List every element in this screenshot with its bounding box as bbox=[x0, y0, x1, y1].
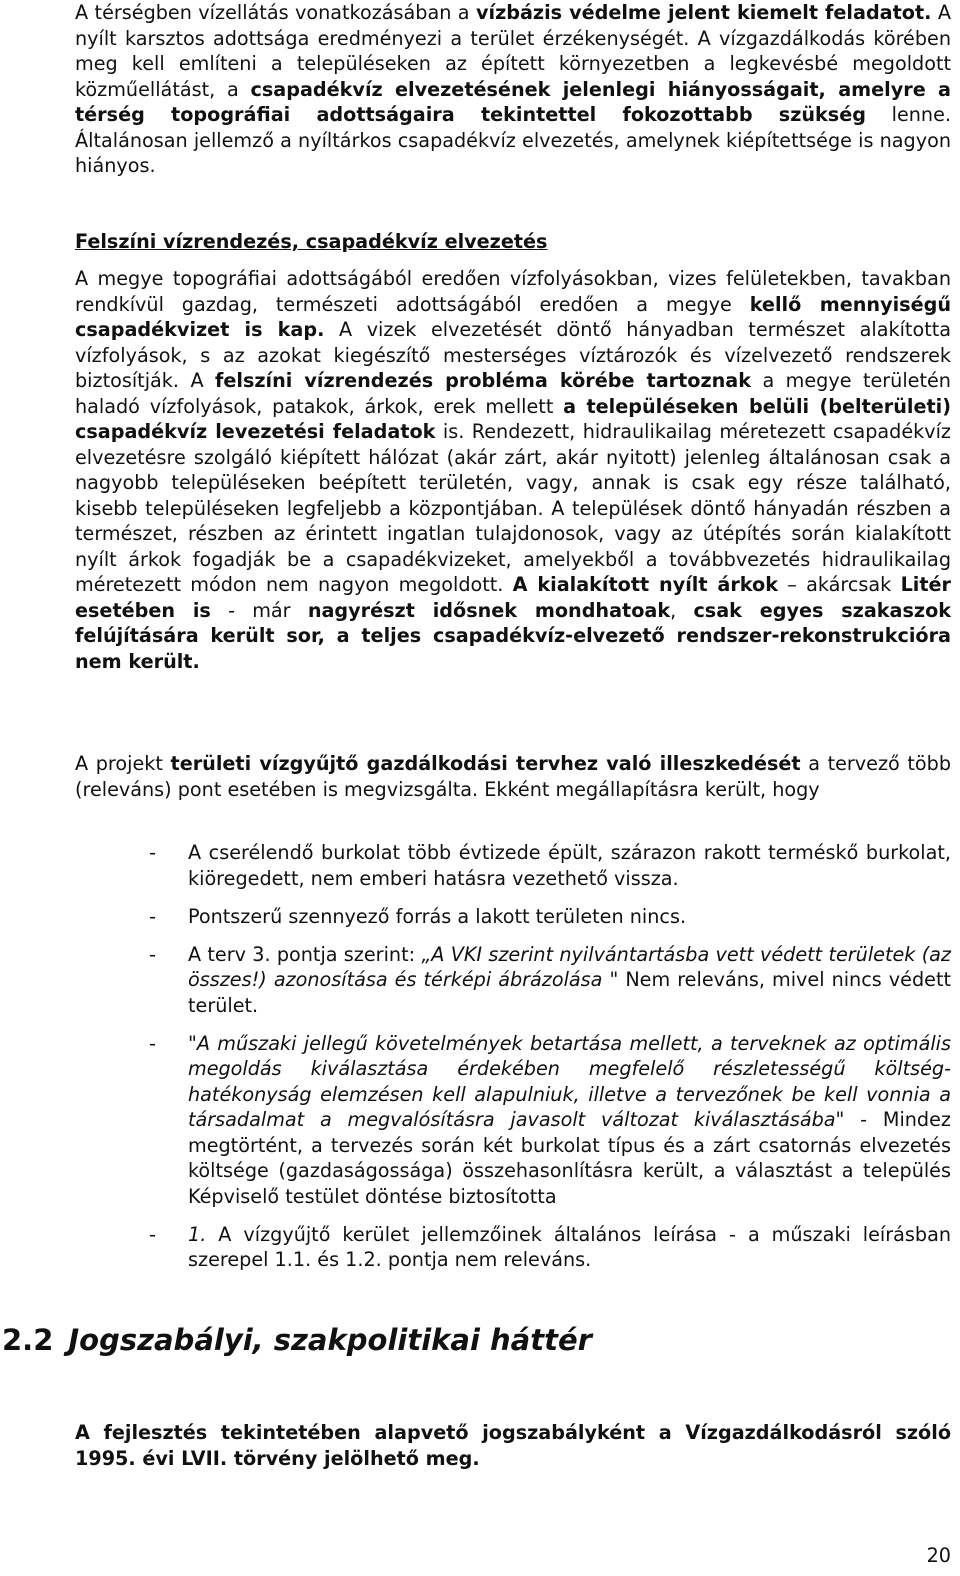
list-item bbox=[75, 904, 951, 930]
intro-bold-1: vízbázis védelme jelent kiemelt feladatot. bbox=[475, 1, 932, 24]
surface-text-1: A megye topográfiai adottságából eredően vízfolyásokban, vizes felületekben, tavakban rendkívül gazdag, természeti adottságából eredően a megye bbox=[75, 267, 951, 316]
intro-text-1: A térségben vízellátás vonatkozásában a bbox=[75, 1, 476, 24]
project-text-1: A projekt bbox=[75, 752, 171, 775]
list-item-number: 1. bbox=[188, 1222, 207, 1246]
surface-text-6: - már bbox=[210, 598, 308, 622]
surface-water-paragraph bbox=[75, 266, 951, 674]
list-item-quote: „A VKI szerint nyilvántartásba vett védett területek (az összes!) azonosítása és térképi ábrázolása " bbox=[188, 942, 952, 991]
list-item bbox=[75, 1222, 951, 1273]
surface-water-heading: Felszíni vízrendezés, csapadékvíz elvezetés bbox=[75, 230, 548, 253]
list-item-text: - Mindez megtörtént, a tervezés során két burkolat típus és a zárt csatornás elvezetés költsége (gazdaságossága) összehasonlításra került, a választást a település Képviselő testület döntése biztosította bbox=[188, 1108, 951, 1208]
list-item bbox=[75, 1031, 951, 1210]
surface-text-7: , bbox=[670, 598, 694, 622]
intro-text-2: A nyílt karsztos adottsága eredményezi a terület érzékenységét. A vízgazdálkodás körében meg kell említeni a településeken az épített környezetben a legkevésbé megoldott közműellátást, a bbox=[75, 1, 951, 101]
surface-text-5: – akárcsak bbox=[778, 573, 901, 596]
assessment-list bbox=[75, 840, 951, 1285]
surface-bold-3: a településeken belüli (belterületi) csapadékvíz levezetési feladatok bbox=[75, 394, 951, 443]
section-heading bbox=[2, 1322, 592, 1358]
section-title: Jogszabályi, szakpolitikai háttér bbox=[68, 1323, 592, 1357]
project-bold-1: területi vízgyűjtő gazdálkodási tervhez való illeszkedését bbox=[170, 752, 801, 775]
list-dash: - bbox=[149, 1031, 156, 1055]
surface-bold-7: csak egyes szakaszok felújítására került sor, a teljes csapadékvíz-elvezető rendszer-rekonstrukcióra nem került. bbox=[75, 598, 952, 673]
intro-bold-2: csapadékvíz elvezetésének jelenlegi hiányosságait, amelyre a térség topográfiai adottságaira tekintettel fokozottabb szükség bbox=[75, 77, 951, 126]
intro-paragraph bbox=[75, 0, 951, 179]
list-item bbox=[75, 840, 951, 891]
surface-bold-2: felszíni vízrendezés probléma körébe tartoznak bbox=[215, 369, 752, 392]
surface-text-4: is. Rendezett, hidraulikailag méretezett csapadékvíz elvezetésre szolgáló kiépített hálózat (akár zárt, akár nyitott) jelenleg általánosan csak a nagyobb településeken beépített területén, vagy, annak is csak egy része található, kisebb településeken legfeljebb a központjában. A települések döntő hányadán részben a természet, részben az érintett ingatlan tulajdonosok, vagy az útépítés során kialakított nyílt árkok fogadják be a csapadékvizeket, amelyekből a továbbvezetés hidraulikailag méretezett módon nem nagyon megoldott. bbox=[75, 420, 951, 596]
list-item-text: A terv 3. pontja szerint: bbox=[188, 942, 422, 966]
project-text-2: a tervező több (releváns) pont esetében is megvizsgálta. Ekként megállapításra került, hogy bbox=[75, 752, 951, 801]
surface-bold-1: kellő mennyiségű csapadékvizet is kap. bbox=[75, 292, 951, 341]
list-item-text: Nem releváns, mivel nincs védett terület. bbox=[188, 968, 951, 1017]
list-item-text: Pontszerű szennyező forrás a lakott területen nincs. bbox=[188, 904, 687, 928]
section-number: 2.2 bbox=[2, 1323, 54, 1357]
surface-bold-6: nagyrészt idősnek mondhatoak bbox=[307, 598, 671, 622]
list-item bbox=[75, 942, 951, 1019]
project-paragraph bbox=[75, 751, 951, 802]
page-number: 20 bbox=[926, 1544, 951, 1567]
legal-basis-paragraph: A fejlesztés tekintetében alapvető jogszabályként a Vízgazdálkodásról szóló 1995. évi LVII. törvény jelölhető meg. bbox=[75, 1421, 951, 1470]
list-dash: - bbox=[149, 904, 156, 928]
intro-text-3: lenne. Általánosan jellemző a nyíltárkos csapadékvíz elvezetés, amelynek kiépítettsége is nagyon hiányos. bbox=[75, 103, 951, 177]
list-dash: - bbox=[149, 841, 156, 864]
surface-text-2: A vizek elvezetését döntő hányadban természet alakította vízfolyások, s az azokat kiegészítő mesterséges víztározók és vízelvezető rendszerek biztosítják. A bbox=[75, 318, 951, 392]
list-item-text: A vízgyűjtő kerület jellemzőinek általános leírása - a műszaki leírásban szerepel 1.1. és 1.2. pontja nem releváns. bbox=[188, 1222, 951, 1271]
list-dash: - bbox=[149, 942, 156, 966]
surface-bold-4: A kialakított nyílt árkok bbox=[512, 573, 778, 596]
surface-bold-5: Litér esetében is bbox=[75, 573, 952, 622]
surface-text-3: a megye területén haladó vízfolyások, patakok, árkok, erek mellett bbox=[75, 369, 951, 418]
list-item-quote: "A műszaki jellegű követelmények betartása mellett, a terveknek az optimális megoldás kiválasztása érdekében megfelelő részletességű költség-hatékonyság elemzésen kell alapulniuk, illetve a tervezőnek be kell vonnia a társadalmat a megvalósításra javasolt változat kiválasztásába" bbox=[188, 1031, 951, 1131]
list-item-text: A cserélendő burkolat több évtizede épült, szárazon rakott terméskő burkolat, kiöregedett, nem emberi hatásra vezethető vissza. bbox=[188, 841, 951, 890]
list-dash: - bbox=[149, 1222, 156, 1246]
